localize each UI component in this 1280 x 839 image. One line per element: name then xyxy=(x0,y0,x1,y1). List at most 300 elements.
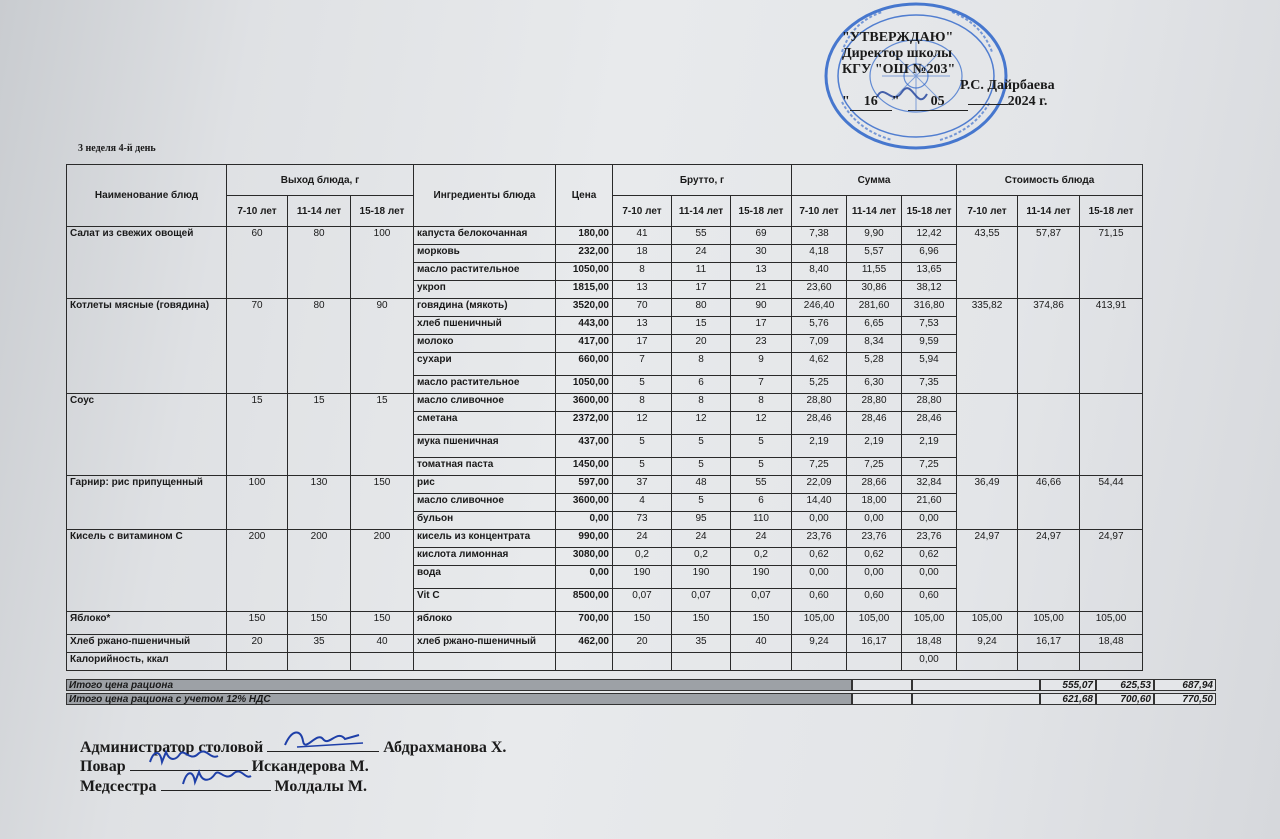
yield-cell xyxy=(288,653,351,671)
dish-name-cell: Котлеты мясные (говядина) xyxy=(67,299,227,394)
dish-cost-cell: 24,97 xyxy=(1080,530,1143,612)
gross-cell: 73 xyxy=(613,512,672,530)
header-price: Цена xyxy=(556,165,613,227)
totals-blank-cell xyxy=(912,679,1040,691)
sum-cell: 5,76 xyxy=(792,317,847,335)
sum-cell: 28,80 xyxy=(847,394,902,412)
ingredient-cell: кислота лимонная xyxy=(414,548,556,566)
gross-cell: 4 xyxy=(613,494,672,512)
gross-cell: 5 xyxy=(613,458,672,476)
sum-cell xyxy=(847,653,902,671)
yield-cell: 15 xyxy=(351,394,414,476)
sum-cell: 2,19 xyxy=(902,435,957,458)
price-cell: 180,00 xyxy=(556,227,613,245)
approval-position: Директор школы xyxy=(842,46,953,61)
gross-cell: 12 xyxy=(672,412,731,435)
yield-cell: 35 xyxy=(288,635,351,653)
signature-role: Администратор столовой xyxy=(80,739,264,756)
dish-cost-cell: 24,97 xyxy=(957,530,1018,612)
signature-line xyxy=(267,737,379,752)
gross-cell: 190 xyxy=(731,566,792,589)
gross-cell: 37 xyxy=(613,476,672,494)
ingredient-cell: масло растительное xyxy=(414,263,556,281)
header-yield-age1: 7-10 лет xyxy=(227,196,288,227)
menu-table-body xyxy=(67,227,1143,671)
gross-cell: 7 xyxy=(613,353,672,376)
header-cost-age1: 7-10 лет xyxy=(957,196,1018,227)
sum-cell: 2,19 xyxy=(792,435,847,458)
table-row xyxy=(67,635,1143,653)
gross-cell: 8 xyxy=(613,394,672,412)
sum-cell: 0,00 xyxy=(847,512,902,530)
ingredient-cell: масло сливочное xyxy=(414,494,556,512)
sum-cell: 105,00 xyxy=(902,612,957,635)
sum-cell: 0,00 xyxy=(902,566,957,589)
header-sum-age2: 11-14 лет xyxy=(847,196,902,227)
price-cell: 3520,00 xyxy=(556,299,613,317)
ingredient-cell: сухари xyxy=(414,353,556,376)
yield-cell: 80 xyxy=(288,227,351,299)
dish-cost-cell: 105,00 xyxy=(957,612,1018,635)
signature-name: Абдрахманова Х. xyxy=(383,739,507,756)
sum-cell: 16,17 xyxy=(847,635,902,653)
ingredient-cell: масло сливочное xyxy=(414,394,556,412)
header-yield-age2: 11-14 лет xyxy=(288,196,351,227)
totals-blank-cell xyxy=(852,693,912,705)
yield-cell: 60 xyxy=(227,227,288,299)
table-row xyxy=(67,653,1143,671)
totals-value-cell: 770,50 xyxy=(1154,693,1216,705)
price-cell: 443,00 xyxy=(556,317,613,335)
sum-cell: 14,40 xyxy=(792,494,847,512)
gross-cell: 5 xyxy=(731,435,792,458)
sum-cell: 0,62 xyxy=(792,548,847,566)
yield-cell: 100 xyxy=(351,227,414,299)
ingredient-cell: Vit C xyxy=(414,589,556,612)
gross-cell: 24 xyxy=(613,530,672,548)
gross-cell: 8 xyxy=(731,394,792,412)
table-row xyxy=(67,299,1143,317)
header-yield: Выход блюда, г xyxy=(227,165,414,196)
totals-value-cell: 621,68 xyxy=(1040,693,1096,705)
ingredient-cell: рис xyxy=(414,476,556,494)
price-cell: 597,00 xyxy=(556,476,613,494)
table-row xyxy=(67,227,1143,245)
gross-cell: 6 xyxy=(672,376,731,394)
dish-cost-cell xyxy=(1018,653,1080,671)
gross-cell: 13 xyxy=(613,317,672,335)
sum-cell: 7,25 xyxy=(847,458,902,476)
gross-cell: 55 xyxy=(672,227,731,245)
handwritten-signature-icon xyxy=(267,725,379,751)
sum-cell: 28,80 xyxy=(902,394,957,412)
dish-name-cell: Калорийность, ккал xyxy=(67,653,227,671)
yield-cell: 20 xyxy=(227,635,288,653)
yield-cell: 150 xyxy=(351,476,414,530)
sum-cell: 7,25 xyxy=(792,458,847,476)
week-day-label: 3 неделя 4-й день xyxy=(78,143,156,154)
signature-line xyxy=(161,776,271,791)
dish-cost-cell: 335,82 xyxy=(957,299,1018,394)
gross-cell: 15 xyxy=(672,317,731,335)
ingredient-cell: сметана xyxy=(414,412,556,435)
dish-name-cell: Соус xyxy=(67,394,227,476)
gross-cell: 30 xyxy=(731,245,792,263)
approval-date: " 16 " 05 2024 г. xyxy=(842,94,1048,109)
ingredient-cell: яблоко xyxy=(414,612,556,635)
totals-row xyxy=(66,693,1213,705)
dish-cost-cell: 43,55 xyxy=(957,227,1018,299)
gross-cell: 70 xyxy=(613,299,672,317)
sum-cell: 0,00 xyxy=(792,566,847,589)
table-row xyxy=(67,530,1143,548)
price-cell xyxy=(556,653,613,671)
sum-cell: 6,30 xyxy=(847,376,902,394)
totals-value-cell: 687,94 xyxy=(1154,679,1216,691)
sum-cell: 18,00 xyxy=(847,494,902,512)
signature-name: Искандерова М. xyxy=(251,758,369,775)
dish-cost-cell: 57,87 xyxy=(1018,227,1080,299)
yield-cell: 15 xyxy=(288,394,351,476)
dish-cost-cell xyxy=(957,653,1018,671)
yield-cell: 200 xyxy=(227,530,288,612)
dish-cost-cell: 24,97 xyxy=(1018,530,1080,612)
gross-cell: 23 xyxy=(731,335,792,353)
gross-cell: 21 xyxy=(731,281,792,299)
sum-cell: 7,38 xyxy=(792,227,847,245)
yield-cell xyxy=(351,653,414,671)
gross-cell: 5 xyxy=(613,435,672,458)
sum-cell: 105,00 xyxy=(847,612,902,635)
header-cost: Стоимость блюда xyxy=(957,165,1143,196)
gross-cell: 0,2 xyxy=(672,548,731,566)
dish-cost-cell xyxy=(1080,653,1143,671)
gross-cell: 18 xyxy=(613,245,672,263)
sum-cell: 23,76 xyxy=(792,530,847,548)
dish-name-cell: Гарнир: рис припущенный xyxy=(67,476,227,530)
yield-cell: 100 xyxy=(227,476,288,530)
dish-cost-cell: 374,86 xyxy=(1018,299,1080,394)
sum-cell: 2,19 xyxy=(847,435,902,458)
dish-cost-cell xyxy=(957,394,1018,476)
dish-cost-cell: 105,00 xyxy=(1018,612,1080,635)
gross-cell: 17 xyxy=(731,317,792,335)
gross-cell: 24 xyxy=(731,530,792,548)
header-gross: Брутто, г xyxy=(613,165,792,196)
ingredient-cell: хлеб пшеничный xyxy=(414,317,556,335)
sum-cell xyxy=(792,653,847,671)
sum-cell: 0,60 xyxy=(847,589,902,612)
sum-cell: 0,00 xyxy=(902,653,957,671)
menu-cost-table xyxy=(66,164,1143,671)
gross-cell: 5 xyxy=(672,435,731,458)
gross-cell: 55 xyxy=(731,476,792,494)
gross-cell: 190 xyxy=(613,566,672,589)
approval-title: "УТВЕРЖДАЮ" xyxy=(842,30,954,45)
yield-cell: 150 xyxy=(288,612,351,635)
sum-cell: 28,80 xyxy=(792,394,847,412)
approval-block xyxy=(842,30,1055,111)
gross-cell: 7 xyxy=(731,376,792,394)
gross-cell: 20 xyxy=(672,335,731,353)
ingredient-cell: томатная паста xyxy=(414,458,556,476)
gross-cell: 0,07 xyxy=(731,589,792,612)
sum-cell: 5,57 xyxy=(847,245,902,263)
sum-cell: 4,18 xyxy=(792,245,847,263)
yield-cell: 90 xyxy=(351,299,414,394)
price-cell: 2372,00 xyxy=(556,412,613,435)
ingredient-cell: говядина (мякоть) xyxy=(414,299,556,317)
totals-value-cell: 700,60 xyxy=(1096,693,1154,705)
dish-cost-cell xyxy=(1018,394,1080,476)
dish-cost-cell: 46,66 xyxy=(1018,476,1080,530)
gross-cell: 69 xyxy=(731,227,792,245)
gross-cell: 13 xyxy=(613,281,672,299)
dish-name-cell: Салат из свежих овощей xyxy=(67,227,227,299)
gross-cell: 8 xyxy=(613,263,672,281)
date-day: 16 xyxy=(850,94,892,111)
header-cost-age2: 11-14 лет xyxy=(1018,196,1080,227)
sum-cell: 32,84 xyxy=(902,476,957,494)
sum-cell: 316,80 xyxy=(902,299,957,317)
price-cell: 1050,00 xyxy=(556,263,613,281)
price-cell: 462,00 xyxy=(556,635,613,653)
yield-cell: 40 xyxy=(351,635,414,653)
approval-school: КГУ "ОШ №203" xyxy=(842,62,956,77)
gross-cell: 0,2 xyxy=(613,548,672,566)
gross-cell: 0,07 xyxy=(672,589,731,612)
date-month: 05 xyxy=(908,94,968,111)
yield-cell: 200 xyxy=(288,530,351,612)
sum-cell: 11,55 xyxy=(847,263,902,281)
dish-cost-cell: 105,00 xyxy=(1080,612,1143,635)
dish-name-cell: Хлеб ржано-пшеничный xyxy=(67,635,227,653)
sum-cell: 7,09 xyxy=(792,335,847,353)
dish-name-cell: Кисель с витамином С xyxy=(67,530,227,612)
approval-director-name xyxy=(960,78,1055,94)
price-cell: 0,00 xyxy=(556,512,613,530)
dish-cost-cell: 71,15 xyxy=(1080,227,1143,299)
price-cell: 8500,00 xyxy=(556,589,613,612)
signature-name: Молдалы М. xyxy=(274,778,367,795)
gross-cell: 20 xyxy=(613,635,672,653)
price-cell: 1815,00 xyxy=(556,281,613,299)
gross-cell: 80 xyxy=(672,299,731,317)
sum-cell: 7,35 xyxy=(902,376,957,394)
sum-cell: 9,90 xyxy=(847,227,902,245)
ingredient-cell: капуста белокочанная xyxy=(414,227,556,245)
signature-nurse xyxy=(80,776,367,796)
sum-cell: 23,76 xyxy=(902,530,957,548)
dish-name-cell: Яблоко* xyxy=(67,612,227,635)
sum-cell: 246,40 xyxy=(792,299,847,317)
header-yield-age3: 15-18 лет xyxy=(351,196,414,227)
dish-cost-cell: 54,44 xyxy=(1080,476,1143,530)
totals-value-cell: 555,07 xyxy=(1040,679,1096,691)
sum-cell: 28,66 xyxy=(847,476,902,494)
gross-cell: 190 xyxy=(672,566,731,589)
sum-cell: 0,00 xyxy=(902,512,957,530)
sum-cell: 13,65 xyxy=(902,263,957,281)
director-name-text: Р.С. Дайрбаева xyxy=(960,78,1055,93)
sum-cell: 22,09 xyxy=(792,476,847,494)
header-sum: Сумма xyxy=(792,165,957,196)
ingredient-cell: укроп xyxy=(414,281,556,299)
dish-cost-cell: 18,48 xyxy=(1080,635,1143,653)
sum-cell: 7,25 xyxy=(902,458,957,476)
price-cell: 417,00 xyxy=(556,335,613,353)
sum-cell: 0,60 xyxy=(902,589,957,612)
gross-cell: 150 xyxy=(672,612,731,635)
gross-cell: 17 xyxy=(672,281,731,299)
table-row xyxy=(67,394,1143,412)
gross-cell xyxy=(672,653,731,671)
gross-cell: 5 xyxy=(672,458,731,476)
gross-cell: 95 xyxy=(672,512,731,530)
gross-cell: 48 xyxy=(672,476,731,494)
ingredient-cell xyxy=(414,653,556,671)
gross-cell: 5 xyxy=(731,458,792,476)
totals-value-cell: 625,53 xyxy=(1096,679,1154,691)
gross-cell: 24 xyxy=(672,245,731,263)
ingredient-cell: кисель из концентрата xyxy=(414,530,556,548)
price-cell: 0,00 xyxy=(556,566,613,589)
gross-cell: 35 xyxy=(672,635,731,653)
price-cell: 700,00 xyxy=(556,612,613,635)
table-row xyxy=(67,476,1143,494)
yield-cell: 80 xyxy=(288,299,351,394)
price-cell: 437,00 xyxy=(556,435,613,458)
header-ingredients: Ингредиенты блюда xyxy=(414,165,556,227)
dish-cost-cell: 9,24 xyxy=(957,635,1018,653)
header-gross-age2: 11-14 лет xyxy=(672,196,731,227)
gross-cell: 13 xyxy=(731,263,792,281)
header-sum-age3: 15-18 лет xyxy=(902,196,957,227)
ingredient-cell: молоко xyxy=(414,335,556,353)
totals-blank-cell xyxy=(912,693,1040,705)
gross-cell: 90 xyxy=(731,299,792,317)
gross-cell: 150 xyxy=(613,612,672,635)
sum-cell: 0,00 xyxy=(792,512,847,530)
sum-cell: 18,48 xyxy=(902,635,957,653)
dish-cost-cell: 36,49 xyxy=(957,476,1018,530)
sum-cell: 0,62 xyxy=(847,548,902,566)
sum-cell: 281,60 xyxy=(847,299,902,317)
sum-cell: 9,59 xyxy=(902,335,957,353)
ingredient-cell: бульон xyxy=(414,512,556,530)
sum-cell: 6,65 xyxy=(847,317,902,335)
totals-label: Итого цена рациона xyxy=(66,679,852,691)
sum-cell: 4,62 xyxy=(792,353,847,376)
sum-cell: 28,46 xyxy=(847,412,902,435)
gross-cell: 5 xyxy=(613,376,672,394)
sum-cell: 0,00 xyxy=(847,566,902,589)
sum-cell: 12,42 xyxy=(902,227,957,245)
price-cell: 3600,00 xyxy=(556,394,613,412)
gross-cell: 150 xyxy=(731,612,792,635)
gross-cell: 0,07 xyxy=(613,589,672,612)
yield-cell: 150 xyxy=(351,612,414,635)
gross-cell: 9 xyxy=(731,353,792,376)
gross-cell: 0,2 xyxy=(731,548,792,566)
price-cell: 660,00 xyxy=(556,353,613,376)
dish-cost-cell: 413,91 xyxy=(1080,299,1143,394)
gross-cell: 41 xyxy=(613,227,672,245)
sum-cell: 7,53 xyxy=(902,317,957,335)
sum-cell: 23,60 xyxy=(792,281,847,299)
ingredient-cell: хлеб ржано-пшеничный xyxy=(414,635,556,653)
sum-cell: 30,86 xyxy=(847,281,902,299)
handwritten-signature-icon xyxy=(161,764,271,790)
dish-cost-cell: 16,17 xyxy=(1018,635,1080,653)
sum-cell: 8,40 xyxy=(792,263,847,281)
gross-cell: 24 xyxy=(672,530,731,548)
header-cost-age3: 15-18 лет xyxy=(1080,196,1143,227)
gross-cell: 5 xyxy=(672,494,731,512)
signature-role: Медсестра xyxy=(80,778,157,795)
sum-cell: 6,96 xyxy=(902,245,957,263)
price-cell: 1050,00 xyxy=(556,376,613,394)
sum-cell: 38,12 xyxy=(902,281,957,299)
gross-cell: 6 xyxy=(731,494,792,512)
sum-cell: 5,94 xyxy=(902,353,957,376)
dish-cost-cell xyxy=(1080,394,1143,476)
yield-cell: 150 xyxy=(227,612,288,635)
sum-cell: 8,34 xyxy=(847,335,902,353)
sum-cell: 105,00 xyxy=(792,612,847,635)
yield-cell: 130 xyxy=(288,476,351,530)
yield-cell: 200 xyxy=(351,530,414,612)
sum-cell: 0,60 xyxy=(792,589,847,612)
yield-cell: 15 xyxy=(227,394,288,476)
totals-blank-cell xyxy=(852,679,912,691)
sum-cell: 5,28 xyxy=(847,353,902,376)
gross-cell: 12 xyxy=(613,412,672,435)
signature-role: Повар xyxy=(80,758,126,775)
gross-cell: 8 xyxy=(672,353,731,376)
gross-cell: 17 xyxy=(613,335,672,353)
gross-cell: 40 xyxy=(731,635,792,653)
gross-cell: 12 xyxy=(731,412,792,435)
gross-cell: 110 xyxy=(731,512,792,530)
table-row xyxy=(67,612,1143,635)
ingredient-cell: вода xyxy=(414,566,556,589)
sum-cell: 0,62 xyxy=(902,548,957,566)
price-cell: 1450,00 xyxy=(556,458,613,476)
sum-cell: 9,24 xyxy=(792,635,847,653)
price-cell: 232,00 xyxy=(556,245,613,263)
sum-cell: 28,46 xyxy=(792,412,847,435)
header-sum-age1: 7-10 лет xyxy=(792,196,847,227)
price-cell: 3080,00 xyxy=(556,548,613,566)
header-dish: Наименование блюд xyxy=(67,165,227,227)
header-gross-age1: 7-10 лет xyxy=(613,196,672,227)
ingredient-cell: масло растительное xyxy=(414,376,556,394)
gross-cell xyxy=(731,653,792,671)
date-year: 2024 г. xyxy=(1007,94,1048,109)
ingredient-cell: морковь xyxy=(414,245,556,263)
price-cell: 3600,00 xyxy=(556,494,613,512)
price-cell: 990,00 xyxy=(556,530,613,548)
ingredient-cell: мука пшеничная xyxy=(414,435,556,458)
gross-cell: 11 xyxy=(672,263,731,281)
yield-cell xyxy=(227,653,288,671)
sum-cell: 28,46 xyxy=(902,412,957,435)
sum-cell: 23,76 xyxy=(847,530,902,548)
yield-cell: 70 xyxy=(227,299,288,394)
gross-cell: 8 xyxy=(672,394,731,412)
sum-cell: 5,25 xyxy=(792,376,847,394)
